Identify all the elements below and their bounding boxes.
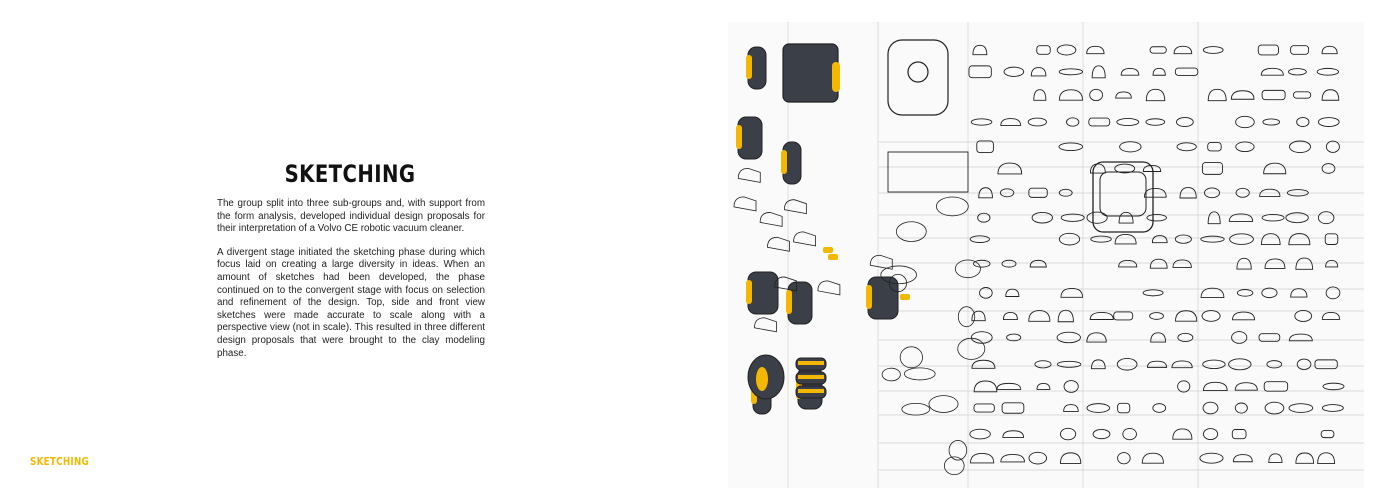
sketch-collage-svg bbox=[728, 22, 1364, 488]
paragraph-1: The group split into three sub-groups and, with support from the form analysis, developed individual design proposals for their interpretation of a Volvo CE robotic vacuum cleaner. bbox=[217, 198, 485, 235]
paragraph-2: A divergent stage initiated the sketching phase during which focus laid on creating a large diversity in ideas. When an amount of sketches had been developed, the phase continued on to the convergent stage with focus on selection and refinement of the design. Top, side and front view sketches were made accurate to scale along with a perspective view (not in scale). This resulted in three different design proposals that were brought to the clay modeling phase. bbox=[217, 246, 485, 359]
sketch-collage-image bbox=[728, 22, 1364, 488]
page-title: SKETCHING bbox=[284, 160, 416, 188]
body-text bbox=[217, 198, 485, 371]
footer-section-label: SKETCHING bbox=[30, 455, 90, 468]
